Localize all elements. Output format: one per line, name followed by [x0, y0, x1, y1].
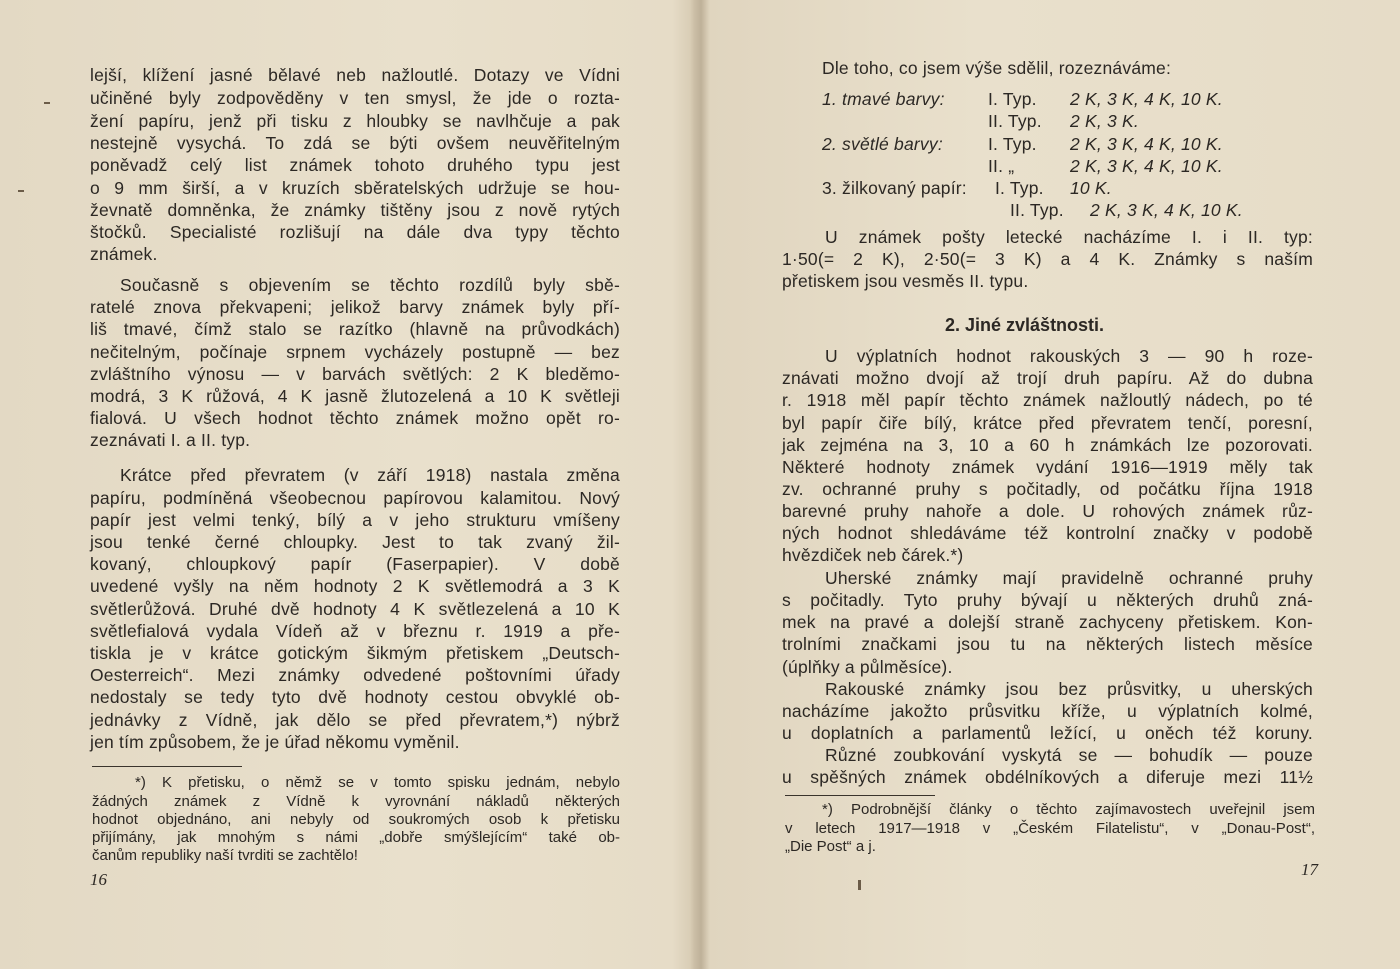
list-values: 2 K, 3 K, 4 K, 10 K. — [1070, 134, 1223, 154]
text-line: poněvadž celý list známek tohoto druhého typu jest — [90, 155, 620, 175]
text-line: zvláštního výnosu — v barvách světlých: 2 K bleděmo- — [90, 364, 620, 384]
text-line: byl papír čiře bílý, krátce před převratem tenčí, poresní, — [782, 413, 1313, 433]
text-line: nečitelným, počínaje srpnem vycházely postupně — bez — [90, 342, 620, 362]
text-line: přetiskem jsou vesměs II. typu. — [782, 271, 1029, 291]
right-page — [705, 0, 1400, 969]
text-line: u spěšných známek obdélníkových a diferuje mezi 11½ — [782, 767, 1313, 787]
footnote-line: přijímány, jak mnohým s námi „dobře smýšlejícím“ také ob- — [92, 829, 620, 846]
list-label: 3. žilkovaný papír: — [822, 178, 967, 198]
text-line: barevné pruhy nahoře a dole. U rohových známek růz- — [782, 501, 1313, 521]
list-values: 2 K, 3 K, 4 K, 10 K. — [1070, 156, 1223, 176]
list-values: 2 K, 3 K, 4 K, 10 K. — [1070, 89, 1223, 109]
list-type: II. Typ. — [1010, 200, 1064, 220]
list-values: 2 K, 3 K, 4 K, 10 K. — [1090, 200, 1243, 220]
text-line: zeznávati I. a II. typ. — [90, 430, 251, 450]
text-line: lejší, klížení jasné bělavé neb nažloutlé. Dotazy ve Vídni — [90, 65, 620, 85]
text-line: uvedené vyšly na něm hodnoty 2 K světlemodrá a 3 K — [90, 576, 620, 596]
text-line: 1·50(= 2 K), 2·50(= 3 K) a 4 K. Známky s naším — [782, 249, 1313, 269]
text-line: světlerůžová. Druhé dvě hodnoty 4 K světlezelená a 10 K — [90, 599, 620, 619]
text-line: známek. — [90, 244, 158, 264]
text-line: světlefialová vydala Vídeň až v březnu r. 1919 a pře- — [90, 621, 620, 641]
text-line: ževnatě domněnka, že známky tištěny jsou z nově rytých — [90, 200, 620, 220]
text-line: liš tmavé, čímž stalo se razítko (hlavně na průvodkách) — [90, 319, 620, 339]
text-line: štočků. Specialisté rozlišují na dále dva typy těchto — [90, 222, 620, 242]
footnote-line: *) K přetisku, o němž se v tomto spisku jednám, nebylo — [135, 774, 620, 791]
footnote-line: čanům republiky naší tvrditi se zachtělo! — [92, 847, 358, 864]
footnote-line: v letech 1917—1918 v „Českém Filatelistu“, v „Donau-Post“, — [785, 820, 1315, 837]
text-line: papír jest velmi tenký, bílý a v jeho strukturu vmíšeny — [90, 510, 620, 530]
page-number: 16 — [90, 870, 107, 889]
footnote-line: „Die Post“ a j. — [785, 838, 876, 855]
text-line: ratelé znova překvapeni; jelikož barvy známek byly pří- — [90, 297, 620, 317]
text-line: Různé zoubkování vyskytá se — bohudík — pouze — [825, 745, 1313, 765]
text-line: jsou tenké černé chloupky. Jest to tak zvaný žil- — [90, 532, 620, 552]
text-line: Uherské známky mají pravidelně ochranné pruhy — [825, 568, 1313, 588]
list-type: I. Typ. — [988, 89, 1037, 109]
footnote-rule — [785, 795, 935, 796]
footnote-line: hodnot objednáno, ani nebyly od soukromých osob k přetisku — [92, 811, 620, 828]
text-line: u doplatních a parlamentů ležící, u oněch též koruny. — [782, 723, 1313, 743]
text-line: jednávky z Vídně, jak dělo se před převratem,*) nýbrž — [90, 710, 620, 730]
text-line: U známek pošty letecké nacházíme I. i II. typ: — [825, 227, 1313, 247]
text-line: (úplňky a půlměsíce). — [782, 657, 953, 677]
text-line: jak zejména na 3, 10 a 60 h známkách lze pozorovati. — [782, 435, 1313, 455]
text-line: mek na pravé a dolejší straně zachyceny přetiskem. Kon- — [782, 612, 1313, 632]
list-type: I. Typ. — [988, 134, 1037, 154]
text-line: jen tím způsobem, že je úřad někomu vyměnil. — [90, 732, 460, 752]
text-line: znávati možno dvojí až trojí druh papíru. Až do dubna — [782, 368, 1313, 388]
text-line: U výplatních hodnot rakouských 3 — 90 h roze- — [825, 346, 1313, 366]
text-line: trolními značkami jsou tu na některých listech měsíce — [782, 634, 1313, 654]
text-line: s počitadly. Tyto pruhy bývají u některých druhů zná- — [782, 590, 1313, 610]
text-line: Oesterreich“. Mezi známky odvedené poštovními úřady — [90, 665, 620, 685]
list-type: II. „ — [988, 156, 1015, 176]
margin-mark — [18, 190, 24, 192]
footnote-rule — [92, 766, 242, 767]
margin-mark — [44, 102, 50, 104]
section-heading: 2. Jiné zvláštnosti. — [945, 315, 1105, 335]
text-line: Krátce před převratem (v září 1918) nastala změna — [120, 465, 620, 485]
text-line: učiněné byly zodpověděny v ten smysl, že jde o rozta- — [90, 88, 620, 108]
list-values: 2 K, 3 K. — [1070, 111, 1139, 131]
text-line: tiskla je v krátce gotickým šikmým přetiskem „Deutsch- — [90, 643, 620, 663]
text-line: nacházíme jakožto průsvitku kříže, u výplatních kolmé, — [782, 701, 1313, 721]
list-type: II. Typ. — [988, 111, 1042, 131]
text-line: o 9 mm širší, a v kruzích sběratelských udržuje se hou- — [90, 178, 620, 198]
text-line: Dle toho, co jsem výše sdělil, rozeznáváme: — [822, 58, 1172, 78]
margin-mark — [858, 880, 861, 890]
text-line: zv. ochranné pruhy s počitadly, od počátku října 1918 — [782, 479, 1313, 499]
list-label: 1. tmavé barvy: — [822, 89, 945, 109]
text-line: papíru, podmíněná všeobecnou papírovou kalamitou. Nový — [90, 488, 620, 508]
text-line: kovaný, chloupkový papír (Faserpapier). V době — [90, 554, 620, 574]
text-line: hvězdiček neb čárek.*) — [782, 545, 964, 565]
text-line: žení papíru, jenž při tisku z hloubky se navlhčuje a pak — [90, 111, 620, 131]
text-line: modrá, 3 K růžová, 4 K jasně žlutozelená a 10 K světleji — [90, 386, 620, 406]
text-line: fialová. U všech hodnot těchto známek možno opět ro- — [90, 408, 620, 428]
text-line: ných hodnot shledáváme též kontrolní značky v podobě — [782, 523, 1313, 543]
text-line: Některé hodnoty známek vydání 1916—1919 měly tak — [782, 457, 1313, 477]
page-number: 17 — [1301, 860, 1318, 879]
text-line: r. 1918 měl papír těchto známek nažloutlý nádech, po té — [782, 390, 1313, 410]
list-label: 2. světlé barvy: — [822, 134, 943, 154]
list-values: 10 K. — [1070, 178, 1112, 198]
list-type: I. Typ. — [995, 178, 1044, 198]
footnote-line: žádných známek z Vídně k vyrovnání nákladů některých — [92, 793, 620, 810]
text-line: Současně s objevením se těchto rozdílů byly sbě- — [120, 275, 620, 295]
text-line: nestejně vysychá. To zdá se býti ovšem neuvěřitelným — [90, 133, 620, 153]
text-line: nedostaly se tedy tyto dvě hodnoty cestou obvyklé ob- — [90, 687, 620, 707]
left-page — [0, 0, 695, 969]
footnote-line: *) Podrobnější články o těchto zajímavostech uveřejnil jsem — [822, 801, 1315, 818]
text-line: Rakouské známky jsou bez průsvitky, u uherských — [825, 679, 1313, 699]
